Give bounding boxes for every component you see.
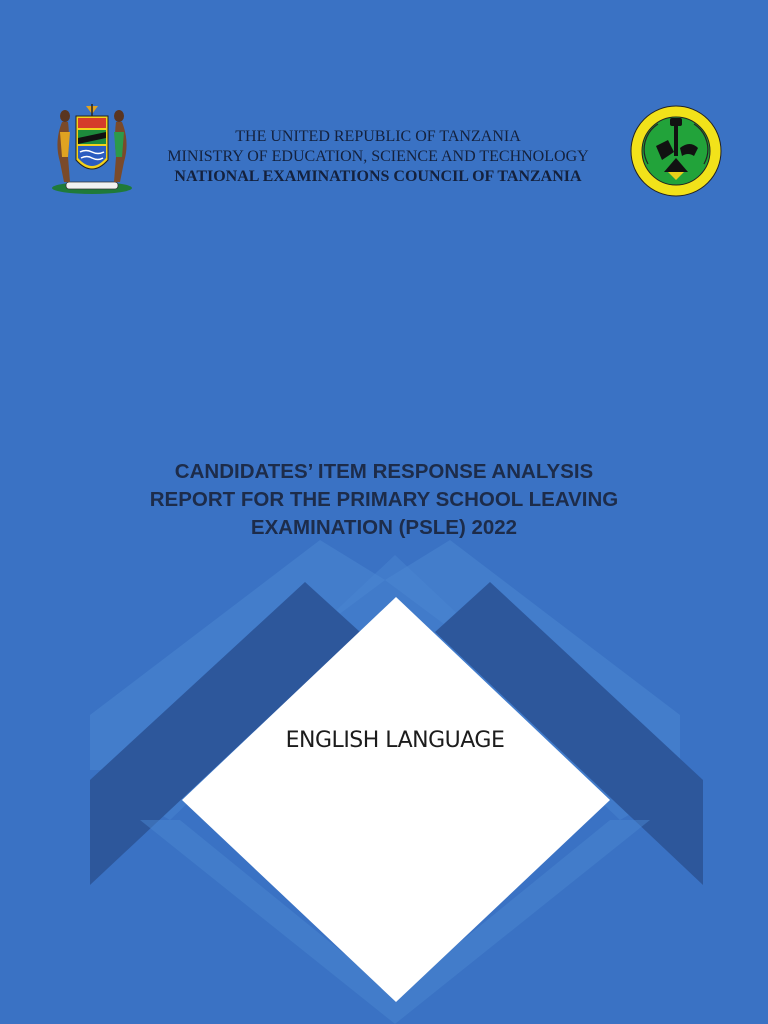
report-title [94, 458, 674, 542]
title-line-3: EXAMINATION (PSLE) 2022 [250, 516, 518, 539]
header-line-republic: THE UNITED REPUBLIC OF TANZANIA [235, 128, 521, 145]
issuing-authority [130, 127, 626, 187]
title-line-2: REPORT FOR THE PRIMARY SCHOOL LEAVING [149, 488, 619, 511]
coat-of-arms-icon [48, 102, 136, 196]
header-line-ministry: MINISTRY OF EDUCATION, SCIENCE AND TECHNOLOGY [167, 148, 589, 165]
necta-seal-icon [628, 104, 724, 198]
subject-label: ENGLISH LANGUAGE [285, 728, 505, 753]
title-line-1: CANDIDATES’ ITEM RESPONSE ANALYSIS [174, 460, 594, 483]
header-line-council: NATIONAL EXAMINATIONS COUNCIL OF TANZANIA [174, 168, 582, 185]
